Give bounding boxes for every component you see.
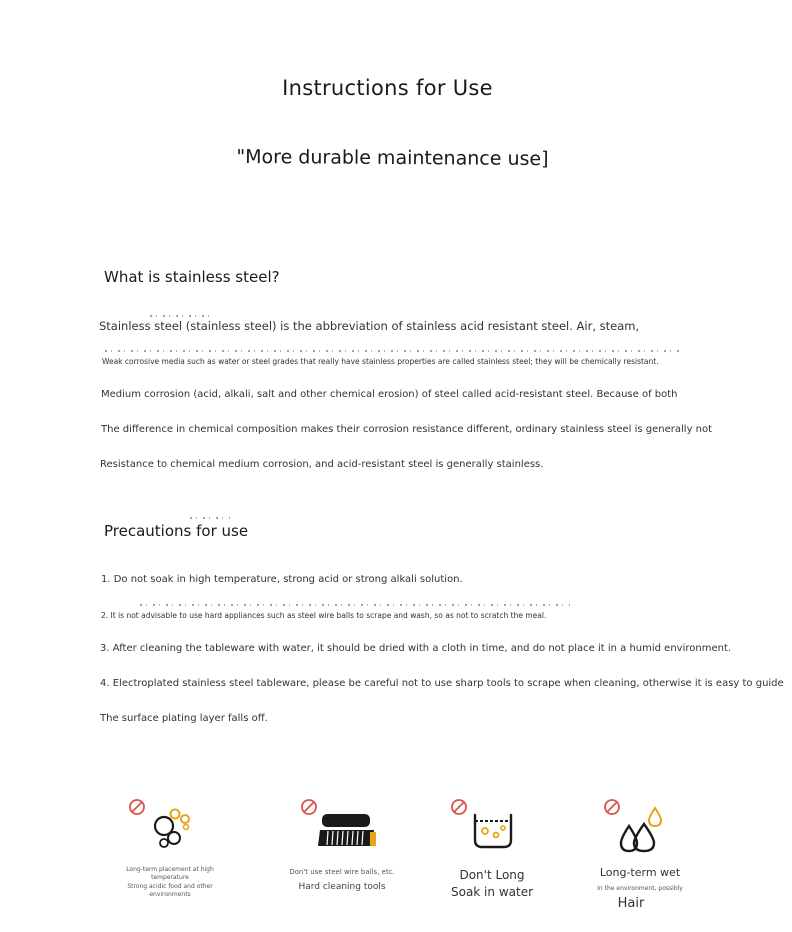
scan-noise — [140, 604, 570, 606]
precaution-item: 2. It is not advisable to use hard appliances such as steel wire balls to scrape and wash, so as not to scratch the meal. — [101, 611, 547, 620]
precaution-item: 3. After cleaning the tableware with water, it should be dried with a cloth in time, and do not place it in a humid environment. — [100, 643, 732, 654]
section-heading-precautions: Precautions for use — [104, 522, 249, 540]
paragraph-line: The difference in chemical composition makes their corrosion resistance different, ordinary stainless steel is generally not — [101, 424, 713, 435]
paragraph-line: Resistance to chemical medium corrosion, and acid-resistant steel is generally stainless. — [100, 459, 544, 470]
paragraph-line: Weak corrosive media such as water or steel grades that really have stainless properties are called stainless steel; they will be chemically resistant. — [102, 357, 659, 366]
scan-noise — [190, 517, 230, 519]
paragraph-line: Medium corrosion (acid, alkali, salt and other chemical erosion) of steel called acid-resistant steel. Because of both — [101, 389, 678, 400]
prohibit-icon — [128, 798, 146, 820]
icon-caption: Long-term wet In the environment, possibly Hair — [597, 866, 683, 911]
icon-caption: Long-term placement at high temperature Strong acidic food and other environments — [126, 866, 214, 898]
precaution-item: 1. Do not soak in high temperature, strong acid or strong alkali solution. — [101, 574, 463, 585]
page-title: Instructions for Use — [282, 76, 493, 100]
icon-caption: Don't Long Soak in water — [450, 868, 534, 899]
section-heading-stainless: What is stainless steel? — [104, 268, 280, 286]
page-subtitle: "More durable maintenance use] — [236, 145, 549, 171]
droplets-icon — [618, 806, 666, 858]
basin-icon — [472, 812, 514, 854]
brush-icon — [316, 812, 378, 854]
bubbles-icon — [150, 806, 194, 856]
scan-noise — [150, 315, 210, 317]
icon-caption: Don't use steel wire balls, etc. Hard cleaning tools — [289, 868, 395, 892]
paragraph-line: Stainless steel (stainless steel) is the abbreviation of stainless acid resistant steel. Air, steam, — [99, 319, 640, 333]
prohibit-icon — [450, 798, 468, 820]
precaution-item: 4. Electroplated stainless steel tableware, please be careful not to use sharp tools to scrape when cleaning, otherwise it is easy to guide — [100, 678, 784, 689]
precaution-item: The surface plating layer falls off. — [100, 713, 268, 724]
scan-noise — [105, 350, 683, 352]
